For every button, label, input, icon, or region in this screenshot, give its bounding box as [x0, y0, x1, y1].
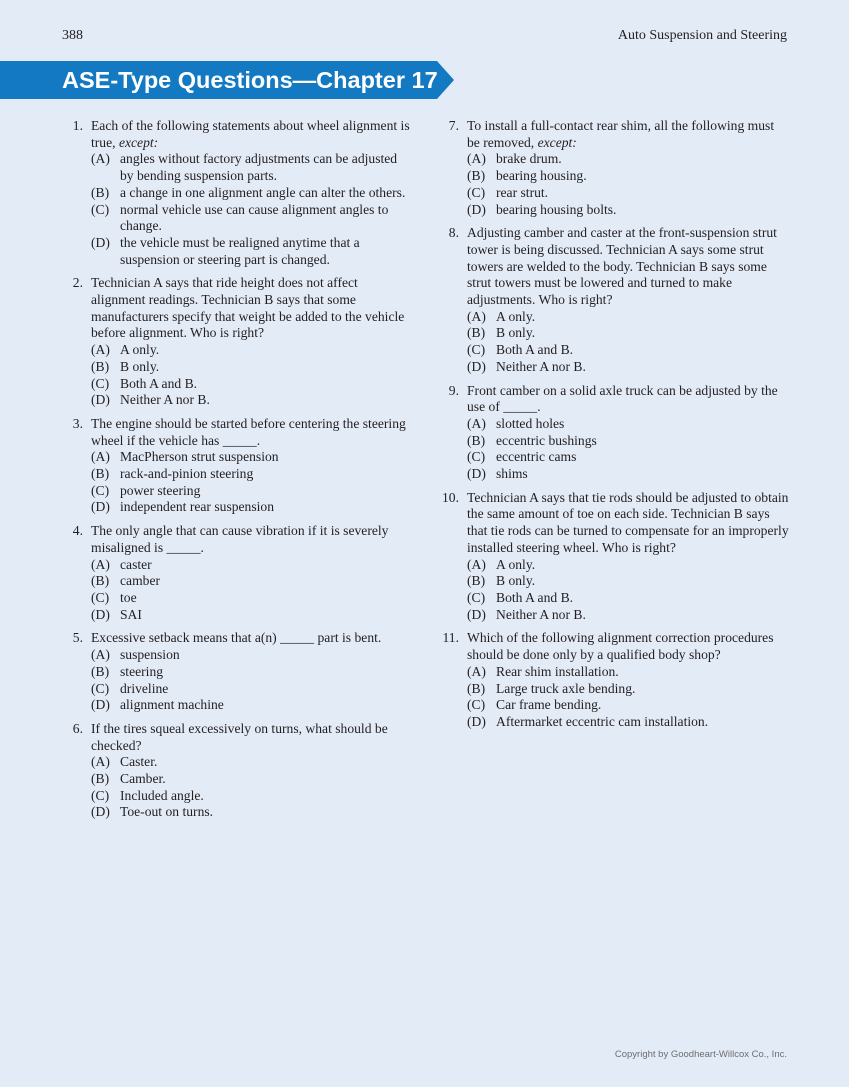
option-letter: (C) [91, 482, 110, 498]
question-number: 8. [448, 225, 459, 241]
option-text: bearing housing. [496, 168, 587, 184]
answer-options [91, 342, 412, 409]
answer-option [467, 185, 790, 202]
question-number: 4. [72, 523, 83, 539]
questions-right-column [438, 118, 790, 738]
option-text: Neither A nor B. [120, 392, 210, 408]
option-text: SAI [120, 606, 142, 622]
answer-option [467, 359, 790, 376]
option-text: the vehicle must be realigned anytime that a suspension or steering part is changed. [120, 234, 360, 267]
option-text: Large truck axle bending. [496, 680, 636, 696]
option-letter: (B) [467, 325, 486, 341]
option-text: driveline [120, 680, 169, 696]
option-letter: (C) [91, 680, 110, 696]
answer-option [467, 309, 790, 326]
question-item [62, 275, 412, 409]
question-stem-text: Adjusting camber and caster at the front-suspension strut tower is being discussed. Technician A says some strut towers are welded to the body. Technician B says some strut towers must be lowered and turned to make adjustments. Who is right? [467, 225, 777, 308]
answer-option [467, 557, 790, 574]
question-item [438, 383, 790, 483]
option-letter: (D) [91, 499, 110, 515]
option-letter: (C) [91, 589, 110, 605]
question-stem [91, 630, 412, 647]
questions-left-column [62, 118, 412, 828]
question-number: 5. [72, 630, 83, 646]
option-text: a change in one alignment angle can alter the others. [120, 184, 406, 200]
option-text: Rear shim installation. [496, 663, 619, 679]
question-stem [467, 383, 790, 416]
question-item [62, 118, 412, 268]
answer-option [91, 185, 412, 202]
question-item [438, 490, 790, 624]
section-title: ASE-Type Questions—Chapter 17 [62, 67, 438, 93]
option-letter: (D) [91, 234, 110, 250]
option-text: Both A and B. [496, 342, 574, 358]
option-text: brake drum. [496, 151, 562, 167]
question-number: 9. [448, 382, 459, 398]
question-stem-text: Excessive setback means that a(n) _____ part is bent. [91, 630, 382, 646]
option-letter: (A) [91, 449, 110, 465]
answer-option [467, 449, 790, 466]
option-text: camber [120, 573, 160, 589]
option-letter: (C) [467, 184, 486, 200]
option-letter: (D) [467, 713, 486, 729]
answer-option [91, 754, 412, 771]
answer-option [467, 573, 790, 590]
banner-arrow-tip [437, 61, 454, 99]
option-letter: (A) [91, 151, 110, 167]
answer-options [91, 754, 412, 821]
answer-options [91, 557, 412, 624]
option-letter: (A) [91, 754, 110, 770]
option-text: Toe-out on turns. [120, 804, 214, 820]
option-text: Camber. [120, 771, 166, 787]
option-text: alignment machine [120, 697, 224, 713]
option-text: steering [120, 663, 164, 679]
option-letter: (D) [467, 201, 486, 217]
option-text: independent rear suspension [120, 499, 275, 515]
option-letter: (D) [467, 606, 486, 622]
question-stem-text: Technician A says that tie rods should be adjusted to obtain the same amount of toe on each side. Technician B says that tie rods can be turned to compensate for an improperly installed steering wheel. Who is right? [467, 489, 789, 555]
answer-option [91, 804, 412, 821]
question-stem-text: Front camber on a solid axle truck can be adjusted by the use of _____. [467, 382, 778, 415]
option-letter: (B) [467, 432, 486, 448]
option-letter: (C) [467, 589, 486, 605]
question-number: 3. [72, 415, 83, 431]
question-stem [91, 523, 412, 556]
question-item [62, 416, 412, 516]
option-letter: (A) [91, 556, 110, 572]
answer-options [467, 151, 790, 218]
option-letter: (B) [467, 680, 486, 696]
option-letter: (C) [467, 697, 486, 713]
answer-option [467, 714, 790, 731]
option-letter: (D) [467, 358, 486, 374]
page-number: 388 [62, 28, 83, 43]
option-letter: (B) [91, 184, 110, 200]
answer-options [91, 449, 412, 516]
question-stem [467, 118, 790, 151]
answer-option [91, 697, 412, 714]
option-text: rack-and-pinion steering [120, 466, 254, 482]
question-stem-text: Which of the following alignment correction procedures should be done only by a qualified body shop? [467, 630, 774, 663]
answer-option [467, 697, 790, 714]
answer-option [91, 449, 412, 466]
answer-option [91, 376, 412, 393]
answer-option [91, 664, 412, 681]
question-stem-emphasis: except: [537, 134, 577, 150]
question-stem [467, 225, 790, 309]
option-text: eccentric bushings [496, 432, 597, 448]
question-number: 10. [442, 489, 459, 505]
option-letter: (B) [91, 358, 110, 374]
answer-option [467, 590, 790, 607]
option-text: B only. [496, 325, 536, 341]
question-stem-text: Technician A says that ride height does not affect alignment readings. Technician B says that some manufacturers specify that weight be added to the vehicle before alignment. Who is right? [91, 275, 405, 341]
option-letter: (B) [91, 466, 110, 482]
option-text: slotted holes [496, 415, 565, 431]
option-letter: (B) [91, 771, 110, 787]
answer-option [91, 359, 412, 376]
answer-options [467, 309, 790, 376]
answer-options [467, 664, 790, 731]
question-stem [467, 630, 790, 663]
copyright-footer: Copyright by Goodheart-Willcox Co., Inc. [614, 1049, 787, 1060]
answer-option [91, 151, 412, 184]
option-text: Neither A nor B. [496, 358, 586, 374]
question-stem-text: Each of the following statements about wheel alignment is true, [91, 118, 410, 150]
option-text: Caster. [120, 754, 158, 770]
question-stem-emphasis: except: [118, 134, 159, 150]
option-letter: (A) [467, 663, 486, 679]
question-number: 7. [448, 118, 459, 133]
option-text: power steering [120, 482, 201, 498]
question-item [438, 225, 790, 375]
question-item [62, 721, 412, 821]
question-stem-text: The only angle that can cause vibration if it is severely misaligned is _____. [91, 523, 389, 555]
option-letter: (D) [91, 392, 110, 408]
option-text: normal vehicle use can cause alignment angles to change. [120, 201, 389, 234]
option-letter: (A) [467, 415, 486, 431]
option-text: angles without factory adjustments can be adjusted by bending suspension parts. [120, 151, 398, 184]
option-text: A only. [120, 342, 160, 358]
question-stem-text: To install a full-contact rear shim, all the following must be removed, [467, 118, 775, 150]
answer-option [467, 202, 790, 219]
answer-option [467, 607, 790, 624]
answer-option [91, 681, 412, 698]
option-text: Both A and B. [496, 589, 574, 605]
question-stem [91, 721, 412, 754]
answer-option [467, 416, 790, 433]
option-letter: (A) [91, 342, 110, 358]
answer-option [91, 647, 412, 664]
option-text: B only. [496, 573, 536, 589]
answer-options [91, 647, 412, 714]
question-number: 2. [72, 275, 83, 291]
answer-option [91, 392, 412, 409]
answer-option [91, 557, 412, 574]
option-letter: (C) [467, 342, 486, 358]
question-stem [91, 118, 412, 151]
option-letter: (A) [467, 308, 486, 324]
answer-option [467, 168, 790, 185]
answer-option [91, 483, 412, 500]
answer-option [467, 466, 790, 483]
question-item [438, 118, 790, 218]
question-stem [467, 490, 790, 557]
question-item [62, 523, 412, 623]
answer-option [467, 151, 790, 168]
option-text: rear strut. [496, 184, 549, 200]
option-letter: (C) [91, 375, 110, 391]
option-letter: (B) [467, 573, 486, 589]
option-letter: (C) [91, 787, 110, 803]
option-letter: (A) [91, 647, 110, 663]
option-text: Both A and B. [120, 375, 198, 391]
option-text: B only. [120, 358, 160, 374]
option-text: A only. [496, 308, 536, 324]
question-number: 1. [72, 118, 83, 133]
option-text: bearing housing bolts. [496, 201, 617, 217]
answer-option [91, 202, 412, 235]
answer-option [467, 433, 790, 450]
option-text: MacPherson strut suspension [120, 449, 279, 465]
option-letter: (C) [91, 201, 110, 217]
option-letter: (C) [467, 449, 486, 465]
question-stem [91, 416, 412, 449]
option-text: shims [496, 466, 528, 482]
option-letter: (D) [91, 697, 110, 713]
answer-option [91, 590, 412, 607]
answer-options [467, 416, 790, 483]
answer-options [91, 151, 412, 268]
answer-option [91, 573, 412, 590]
option-letter: (D) [91, 804, 110, 820]
answer-option [91, 466, 412, 483]
answer-option [91, 235, 412, 268]
answer-options [467, 557, 790, 624]
answer-option [91, 607, 412, 624]
answer-option [467, 325, 790, 342]
option-text: Car frame bending. [496, 697, 602, 713]
question-number: 6. [72, 720, 83, 736]
option-letter: (A) [467, 556, 486, 572]
question-item [62, 630, 412, 714]
question-stem-text: The engine should be started before centering the steering wheel if the vehicle has _____. [91, 415, 406, 448]
question-stem [91, 275, 412, 342]
running-head: Auto Suspension and Steering [617, 28, 787, 43]
option-text: Included angle. [120, 787, 204, 803]
answer-option [91, 342, 412, 359]
answer-option [467, 681, 790, 698]
option-letter: (D) [91, 606, 110, 622]
option-text: toe [120, 589, 137, 605]
answer-option [91, 788, 412, 805]
answer-option [91, 499, 412, 516]
question-stem-text: If the tires squeal excessively on turns, what should be checked? [91, 720, 388, 753]
option-text: caster [120, 556, 152, 572]
option-letter: (D) [467, 466, 486, 482]
option-letter: (A) [467, 151, 486, 167]
option-letter: (B) [91, 573, 110, 589]
option-text: A only. [496, 556, 536, 572]
option-text: eccentric cams [496, 449, 577, 465]
question-item [438, 630, 790, 730]
answer-option [467, 342, 790, 359]
option-letter: (B) [91, 663, 110, 679]
option-letter: (B) [467, 168, 486, 184]
option-text: Aftermarket eccentric cam installation. [496, 713, 709, 729]
option-text: suspension [120, 647, 180, 663]
answer-option [91, 771, 412, 788]
option-text: Neither A nor B. [496, 606, 586, 622]
answer-option [467, 664, 790, 681]
question-number: 11. [442, 630, 459, 646]
